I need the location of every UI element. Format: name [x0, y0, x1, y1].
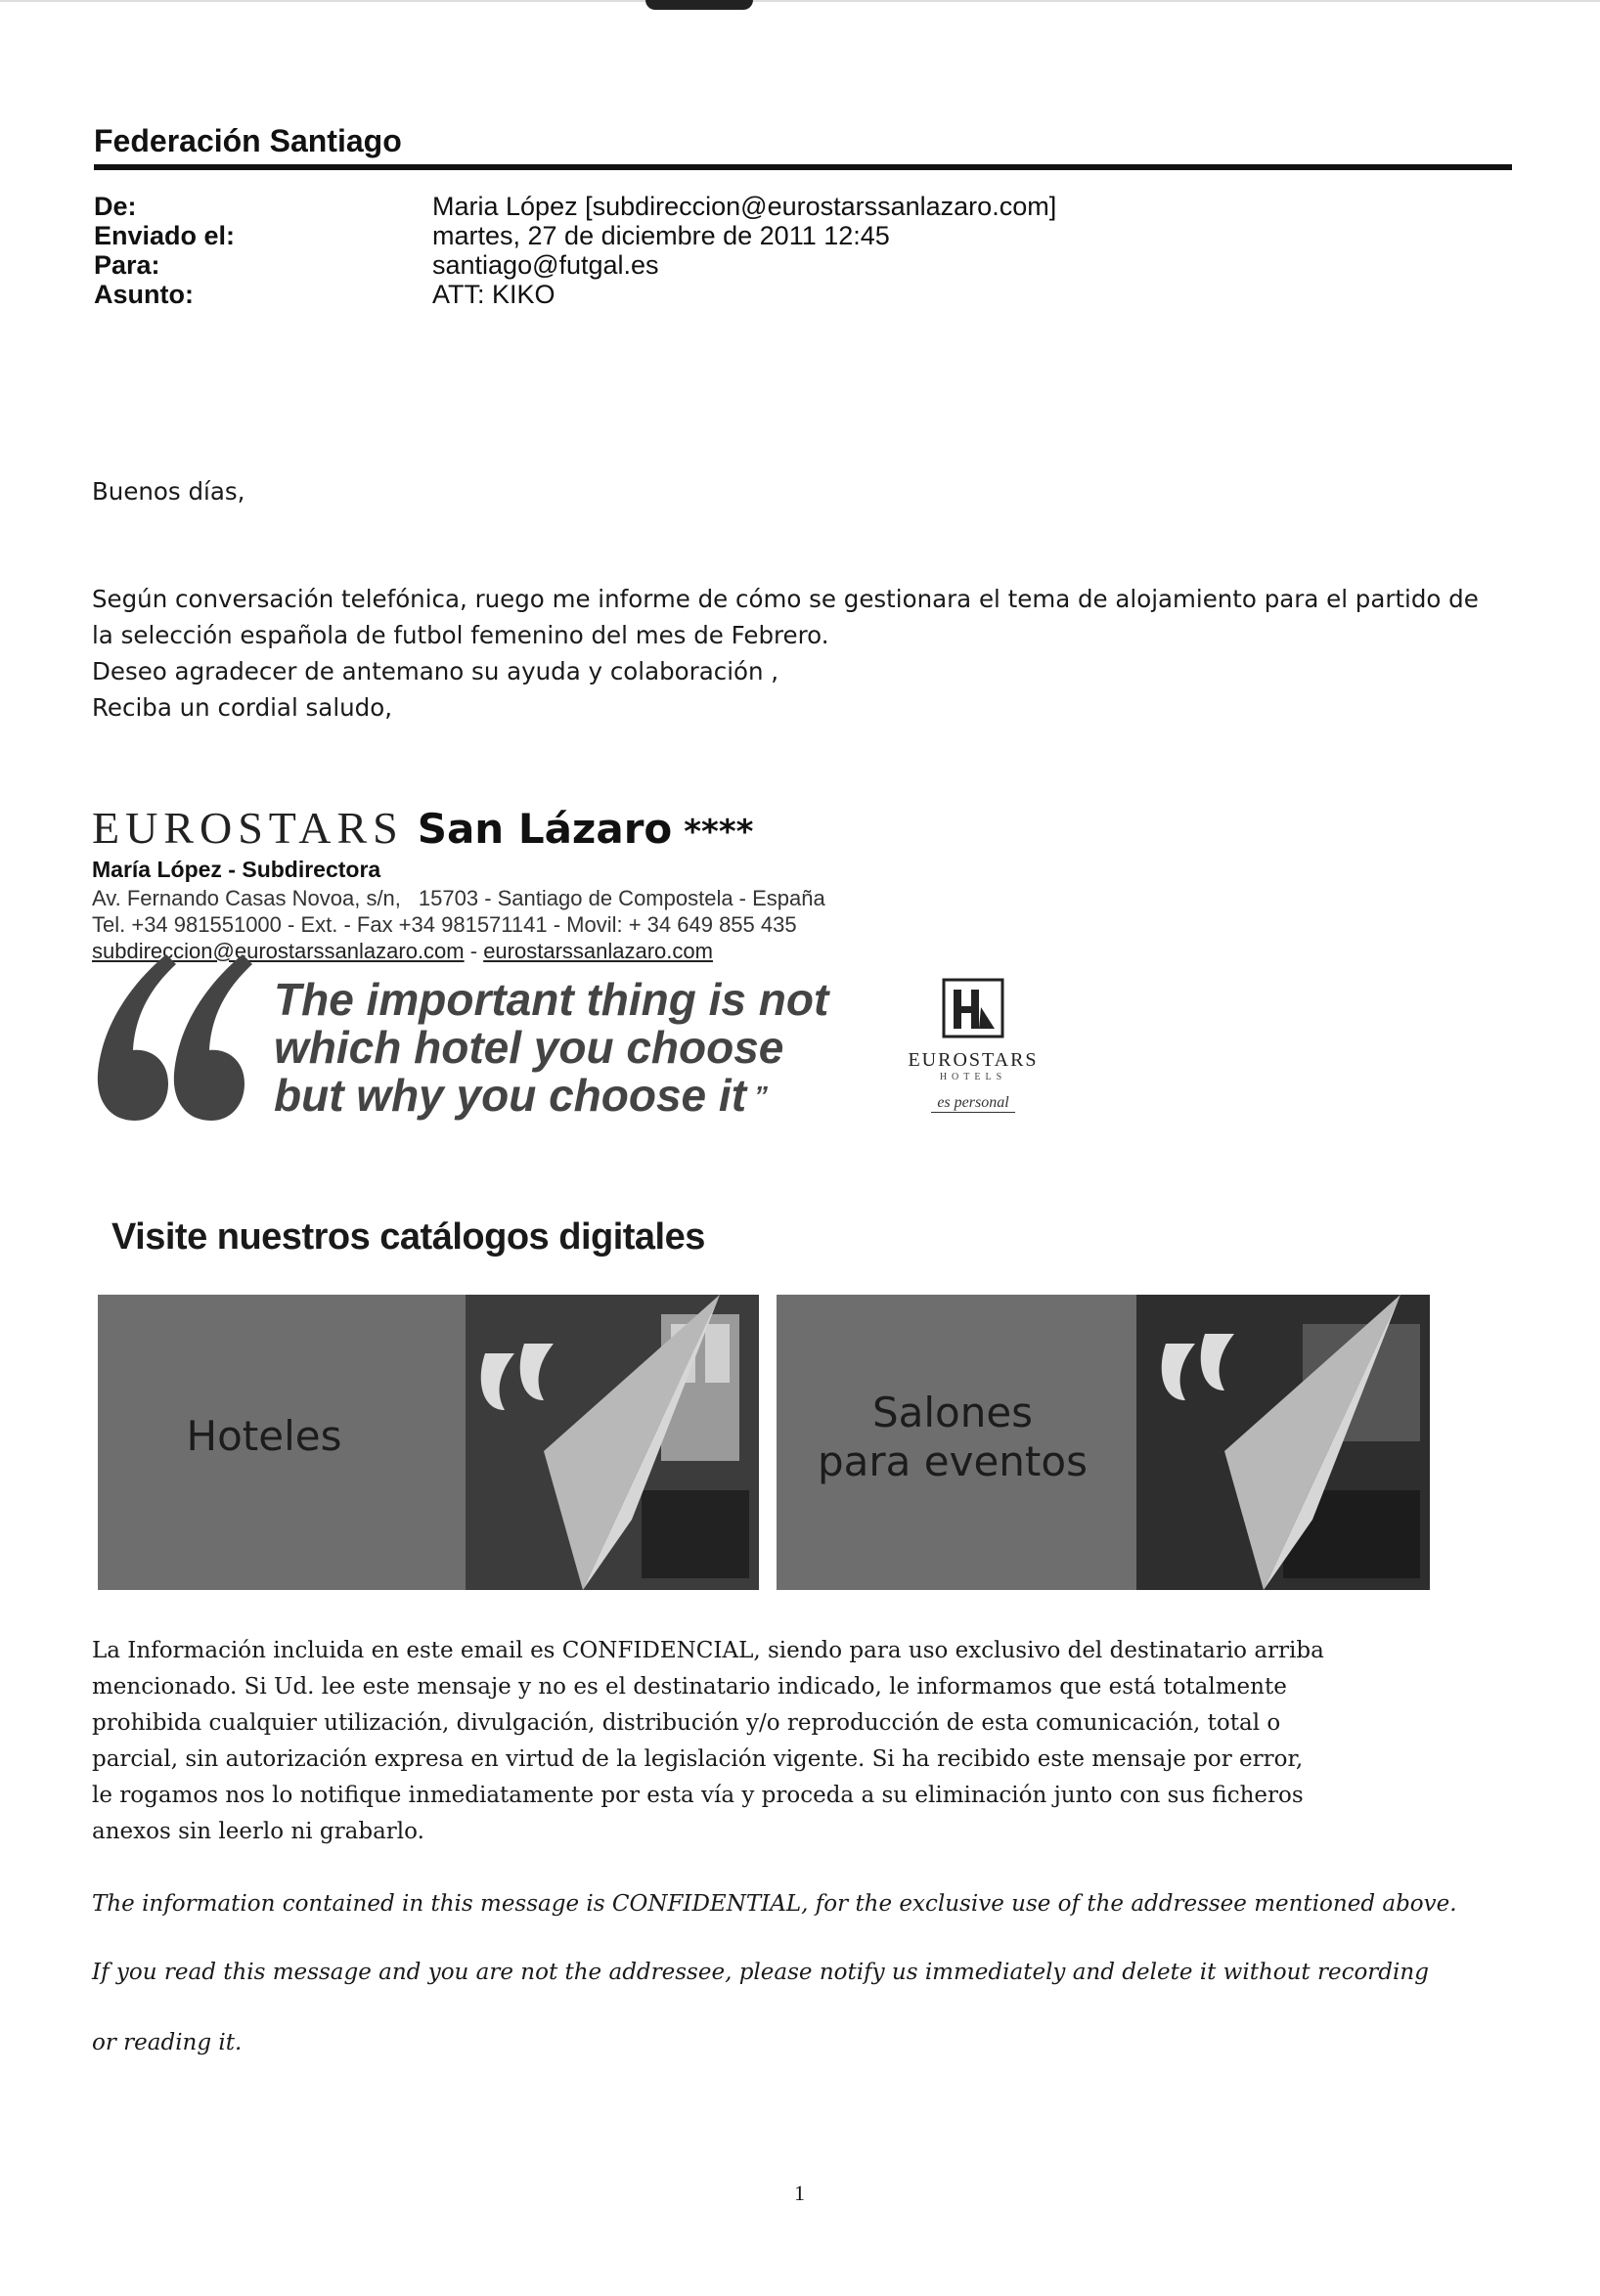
street-address: Av. Fernando Casas Novoa, s/n,: [92, 886, 401, 910]
subject-value: ATT: KIKO: [432, 280, 556, 309]
catalog-hotels-photo: [466, 1295, 759, 1590]
signature-address: [92, 886, 825, 911]
postal-address: 15703 - Santiago de Compostela - España: [418, 886, 825, 910]
body-line: la selección española de futbol femenino del mes de Febrero.: [92, 621, 829, 649]
scan-artifact: [645, 0, 753, 10]
quote-line: The important thing is not: [274, 974, 829, 1025]
quote-close: ”: [754, 1081, 769, 1111]
legal-line: La Información incluida en este email es CONFIDENCIAL, siendo para uso exclusivo del destinatario arriba: [92, 1638, 1324, 1663]
body-line: Según conversación telefónica, ruego me informe de cómo se gestionara el tema de alojamiento para el partido de: [92, 585, 1479, 613]
catalog-events-label: [816, 1389, 1089, 1486]
logo-tagline: es personal: [931, 1094, 1014, 1113]
message-body: [92, 581, 1479, 726]
legal-line: parcial, sin autorización expresa en virtud de la legislación vigente. Si ha recibido este mensaje por error,: [92, 1746, 1304, 1772]
hotel-logo-icon: [942, 978, 1004, 1038]
catalog-events-line: Salones: [871, 1389, 1034, 1436]
subject-label: Asunto:: [94, 280, 194, 309]
hotel-name: San Lázaro: [417, 805, 673, 853]
catalog-title: Visite nuestros catálogos digitales: [111, 1216, 705, 1258]
logo-brand: EUROSTARS: [908, 1049, 1039, 1071]
email-link[interactable]: subdireccion@eurostarssanlazaro.com: [92, 939, 465, 963]
sent-row: [94, 221, 1056, 250]
catalog-events[interactable]: [777, 1295, 1430, 1590]
page-curl-icon: [466, 1295, 759, 1590]
legal-line: anexos sin leerlo ni grabarlo.: [92, 1819, 424, 1844]
legal-notice-en: The information contained in this message is CONFIDENTIAL, for the exclusive use of the addressee mentioned above.: [92, 1891, 1457, 1917]
from-label: De:: [94, 192, 137, 221]
page-number: 1: [794, 2181, 805, 2205]
hotel-quote: [274, 976, 828, 1120]
hotel-stars: ****: [684, 813, 754, 852]
signature-name: María López - Subdirectora: [92, 857, 381, 882]
from-value: Maria López [subdireccion@eurostarssanlazaro.com]: [432, 192, 1057, 221]
legal-notice-en: If you read this message and you are not the addressee, please notify us immediately and delete it without recording: [92, 1960, 1429, 1985]
website-link[interactable]: eurostarssanlazaro.com: [483, 939, 713, 963]
signature-phones: Tel. +34 981551000 - Ext. - Fax +34 981571141 - Movil: + 34 649 855 435: [92, 912, 797, 937]
body-line: Deseo agradecer de antemano su ayuda y colaboración ,: [92, 657, 779, 685]
eurostars-logo: [900, 978, 1046, 1113]
catalog-events-photo: [1136, 1295, 1430, 1590]
to-value: santiago@futgal.es: [432, 250, 659, 280]
greeting: Buenos días,: [92, 477, 245, 506]
subject-row: [94, 280, 1056, 309]
page-title: Federación Santiago: [94, 123, 402, 158]
legal-line: mencionado. Si Ud. lee este mensaje y no es el destinatario indicado, le informamos que está totalmente: [92, 1674, 1287, 1700]
quote-line: but why you choose it ”: [274, 1070, 769, 1121]
body-line: Reciba un cordial saludo,: [92, 693, 392, 722]
from-row: [94, 192, 1056, 221]
title-divider: [94, 164, 1512, 170]
link-separator: -: [464, 939, 484, 963]
sent-value: martes, 27 de diciembre de 2011 12:45: [432, 221, 890, 250]
legal-notice-en: or reading it.: [92, 2030, 243, 2055]
catalog-events-line: para eventos: [818, 1437, 1088, 1485]
to-row: [94, 250, 1056, 280]
signature-brand: [92, 802, 753, 854]
legal-notice-es: [92, 1633, 1324, 1850]
quote-line: which hotel you choose: [274, 1022, 784, 1073]
logo-sub: HOTELS: [939, 1072, 1007, 1082]
brand-name: EUROSTARS: [92, 803, 404, 853]
catalog-hotels-label: Hoteles: [186, 1412, 342, 1460]
legal-line: le rogamos nos lo notifique inmediatamente por esta vía y proceda a su eliminación junto con sus ficheros: [92, 1783, 1304, 1808]
page-curl-icon: [1136, 1295, 1430, 1590]
catalog-hotels[interactable]: [98, 1295, 759, 1590]
legal-line: prohibida cualquier utilización, divulgación, distribución y/o reproducción de esta comunicación, total o: [92, 1710, 1281, 1736]
to-label: Para:: [94, 250, 160, 280]
catalog-banner: [94, 1209, 1434, 1592]
sent-label: Enviado el:: [94, 221, 236, 250]
email-header: [94, 192, 1056, 309]
quote-open-icon: [90, 937, 256, 1132]
scan-edge: [0, 0, 1600, 2]
